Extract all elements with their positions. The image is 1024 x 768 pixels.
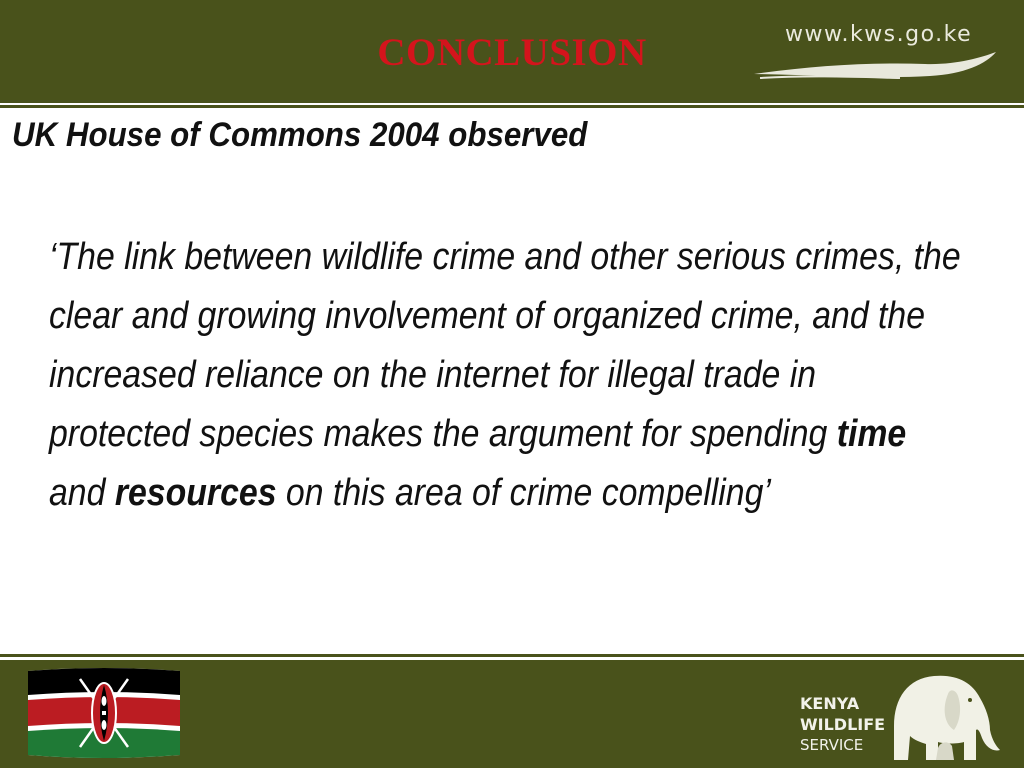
elephant-logo-icon [886, 668, 1002, 762]
quote-part-3: on this area of crime compelling’ [276, 472, 771, 514]
header-divider [0, 103, 1024, 111]
quote-emphasis-resources: resources [114, 472, 277, 514]
quote-text [49, 228, 966, 523]
kenya-flag-icon [28, 667, 180, 759]
slide-subtitle: UK House of Commons 2004 observed [12, 116, 588, 154]
quote-part-2: and [49, 472, 115, 514]
kws-wordmark [800, 693, 890, 756]
quote-part-1: ‘The link between wildlife crime and other serious crimes, the clear and growing involvement of organized crime, and the increased reliance on the internet for illegal trade in protected species makes the argument for spending [49, 236, 961, 455]
kws-line-kenya: KENYA [800, 694, 860, 713]
website-url: www.kws.go.ke [785, 22, 973, 47]
slide-title: CONCLUSION [377, 31, 647, 74]
footer-divider [0, 652, 1024, 660]
kws-line-wildlife: WILDLIFE [800, 715, 886, 734]
brush-swoosh-icon [750, 48, 1000, 84]
quote-emphasis-time: time [836, 413, 907, 455]
kws-line-service: SERVICE [800, 736, 864, 754]
